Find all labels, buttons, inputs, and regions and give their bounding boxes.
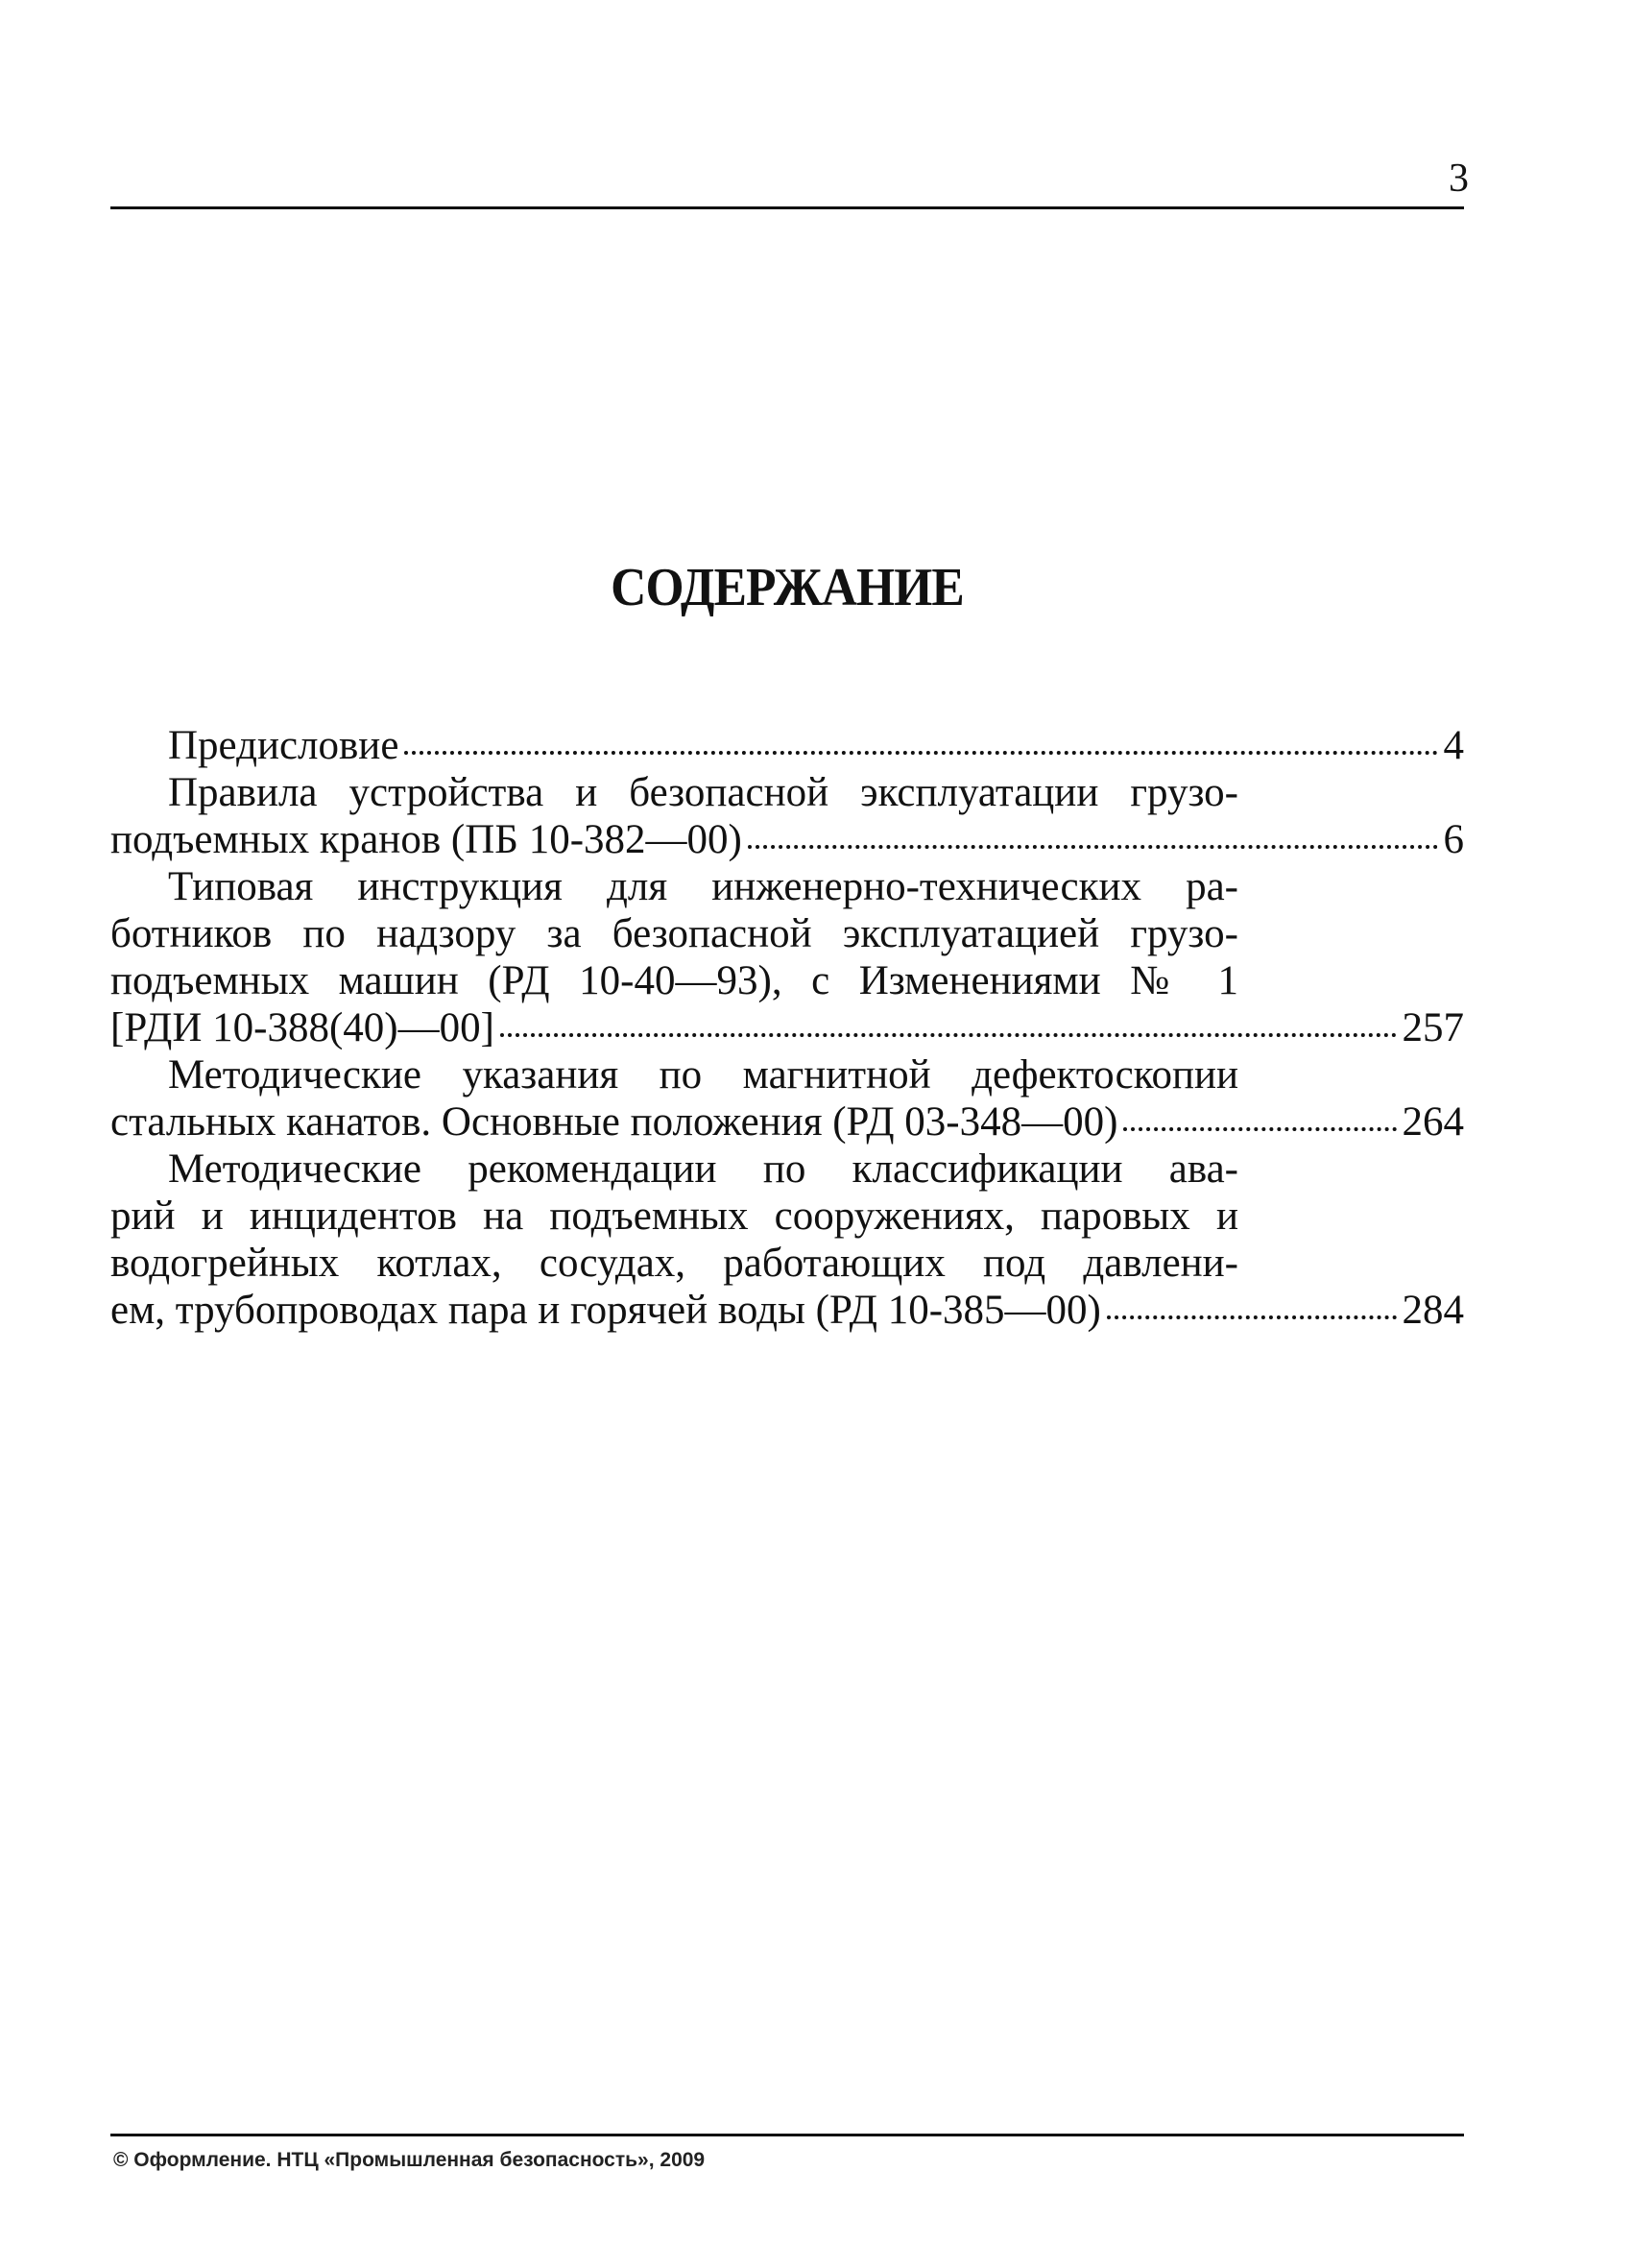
page-number: 3 xyxy=(1449,157,1469,201)
toc-entry-page: 284 xyxy=(1402,1288,1464,1333)
toc-entry-line: рий и инцидентов на подъемных сооружениях, паровых и xyxy=(110,1194,1238,1239)
toc-entry-page: 6 xyxy=(1443,817,1464,862)
dot-leader xyxy=(500,1033,1397,1037)
toc-entry-line: водогрейных котлах, сосудах, работающих под давлени- xyxy=(110,1241,1238,1286)
toc-entry-line: Правила устройства и безопасной эксплуатации грузо- xyxy=(168,770,1238,815)
toc-entry-title: ем, трубопроводах пара и горячей воды (РД 10-385—00) xyxy=(110,1288,1101,1333)
toc-entry-title: стальных канатов. Основные положения (РД 03-348—00) xyxy=(110,1099,1118,1145)
toc-entry-last-line xyxy=(110,1004,1464,1051)
dot-leader xyxy=(748,845,1438,849)
toc-entry-title: подъемных кранов (ПБ 10-382—00) xyxy=(110,817,742,862)
copyright-footer: © Оформление. НТЦ «Промышленная безопасность», 2009 xyxy=(113,2149,706,2171)
toc-entry-line: Методические указания по магнитной дефектоскопии xyxy=(168,1052,1238,1098)
toc-entry-line: Методические рекомендации по классификации ава- xyxy=(168,1146,1238,1192)
toc-entry-standard-instruction[interactable] xyxy=(110,863,1464,1051)
toc-entry-magnetic-inspection[interactable] xyxy=(110,1051,1464,1146)
dot-leader xyxy=(1107,1315,1397,1319)
toc-entry-foreword[interactable] xyxy=(110,722,1464,769)
toc-entry-accident-classification[interactable] xyxy=(110,1146,1464,1334)
toc-entry-line: ботников по надзору за безопасной эксплуатацией грузо- xyxy=(110,911,1238,956)
toc-entry-line: подъемных машин (РД 10-40—93), с Изменениями № 1 xyxy=(110,958,1238,1003)
dot-leader xyxy=(404,751,1437,755)
toc-entry-last-line xyxy=(110,722,1464,769)
toc-entry-last-line xyxy=(110,1287,1464,1334)
table-of-contents xyxy=(110,722,1464,1334)
toc-entry-page: 264 xyxy=(1402,1099,1464,1145)
toc-entry-page: 4 xyxy=(1443,723,1464,768)
page-title: СОДЕРЖАНИЕ xyxy=(611,558,964,617)
toc-entry-crane-rules[interactable] xyxy=(110,769,1464,863)
toc-entry-page: 257 xyxy=(1402,1005,1464,1050)
toc-entry-last-line xyxy=(110,816,1464,863)
toc-entry-title: [РДИ 10-388(40)—00] xyxy=(110,1005,494,1050)
toc-entry-title: Предисловие xyxy=(168,723,399,768)
toc-entry-line: Типовая инструкция для инженерно-технических ра- xyxy=(168,864,1238,909)
footer-rule xyxy=(110,2134,1464,2136)
dot-leader xyxy=(1123,1127,1396,1131)
header-rule xyxy=(110,206,1464,209)
toc-entry-last-line xyxy=(110,1098,1464,1146)
